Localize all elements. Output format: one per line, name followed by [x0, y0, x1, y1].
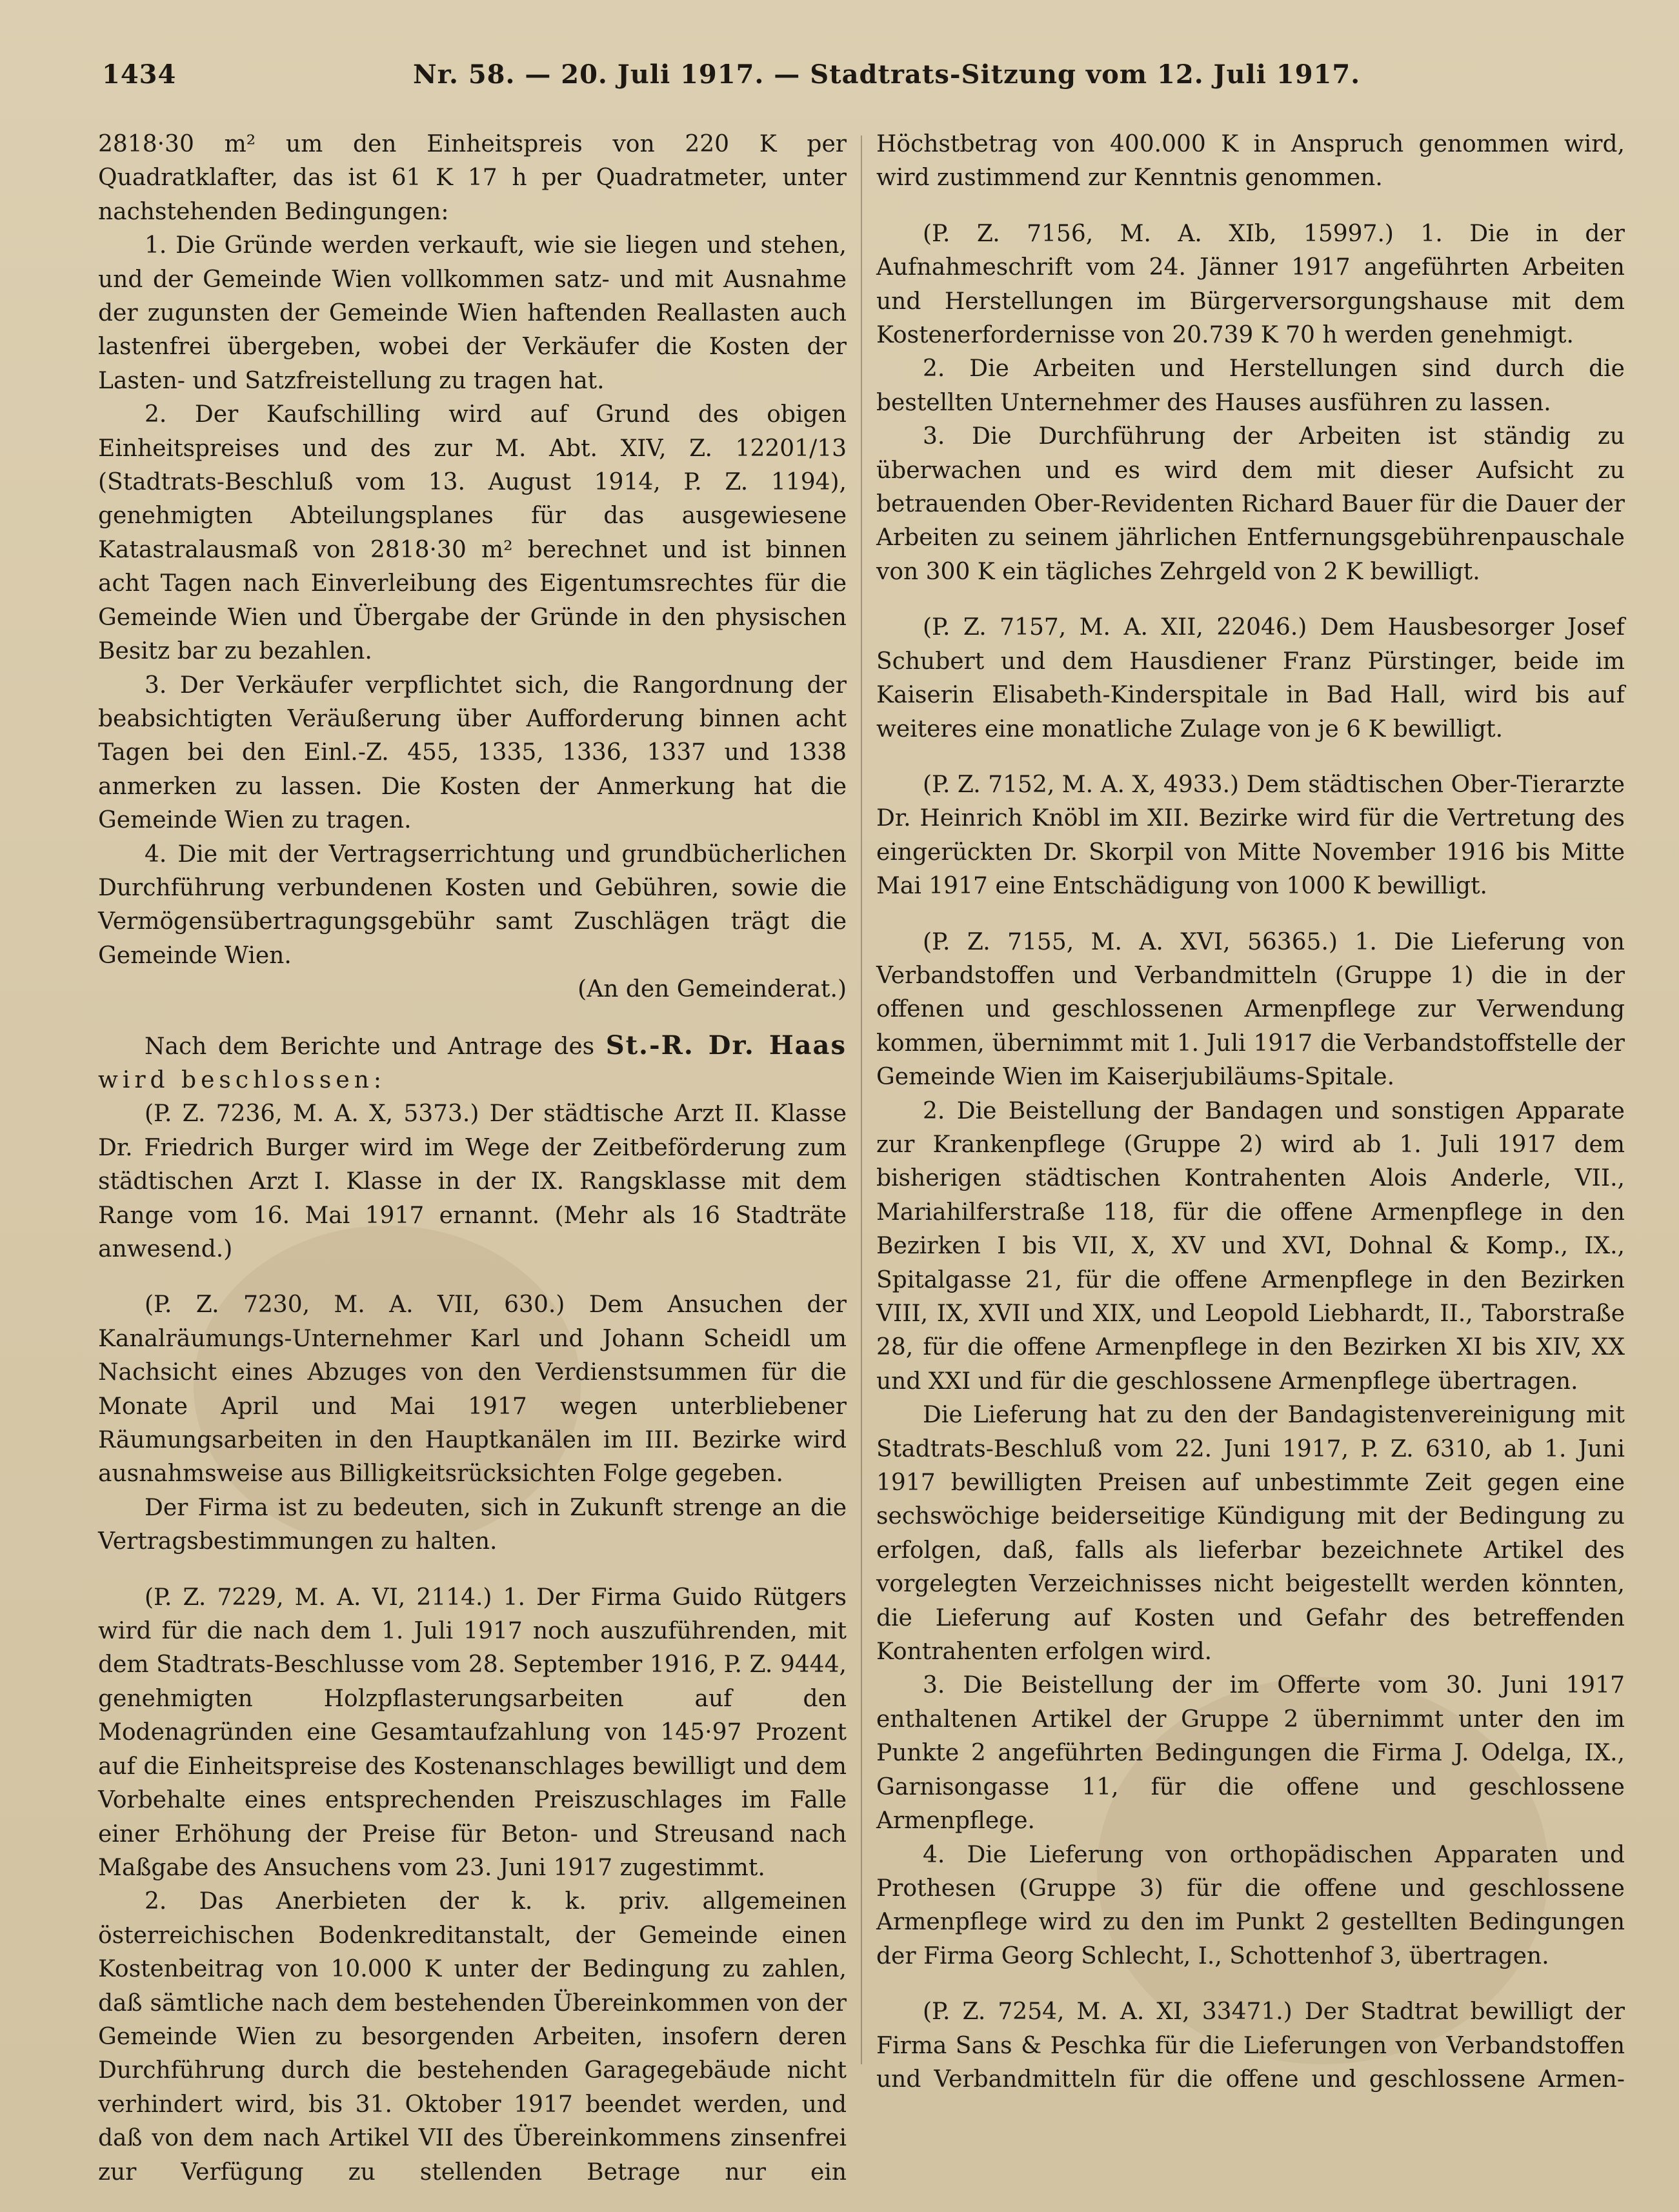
paragraph: (P. Z. 7230, M. A. VII, 630.) Dem Ansuchen der Kanalräumungs-Unternehmer Karl und Johann Scheidl um Nachsicht eines Abzuges von den Verdienstsummen für die Monate April und Mai 1917 wegen unterbliebener Räumungsarbeiten in den Hauptkanälen im III. Bezirke wird ausnahmsweise aus Billigkeitsrücksichten Folge gegeben. [98, 1291, 847, 1488]
paragraph: 2. Der Kaufschilling wird auf Grund des obigen Einheitspreises und des zur M. Abt. XIV, Z. 12201/13 (Stadtrats-Beschluß vom 13. August 1914, P. Z. 1194), genehmigten Abteilungsplanes für das ausgewiesene Katastralausmaß von 2818·30 m² berechnet und ist binnen acht Tagen nach Einverleibung des Eigentumsrechtes für die Gemeinde Wien und Übergabe der Gründe in den physischen Besitz bar zu bezahlen. [98, 401, 847, 665]
paragraph: (P. Z. 7156, M. A. XIb, 15997.) 1. Die in der Aufnahmeschrift vom 24. Jänner 1917 angeführten Arbeiten und Herstellungen im Bürgerversorgungshause mit dem Kostenerfordernisse von 20.739 K 70 h werden genehmigt. [876, 220, 1625, 349]
running-title: Nr. 58. — 20. Juli 1917. — Stadtrats-Sitzung vom 12. Juli 1917. [413, 59, 1361, 90]
left-column [98, 128, 847, 2189]
councillor-name: St.-R. Dr. Haas [605, 1030, 847, 1061]
paragraph: (P. Z. 7236, M. A. X, 5373.) Der städtische Arzt II. Klasse Dr. Friedrich Burger wird im Wege der Zeitbeförderung zum städtischen Arzt I. Klasse in der IX. Rangsklasse mit dem Range vom 16. Mai 1917 ernannt. (Mehr als 16 Stadträte anwesend.) [98, 1101, 847, 1262]
resolution-intro-text: Nach dem Berichte und Antrage des [145, 1033, 595, 1060]
column-divider [861, 135, 862, 2064]
paragraph: (P. Z. 7229, M. A. VI, 2114.) 1. Der Firma Guido Rütgers wird für die nach dem 1. Juli 1917 noch auszuführenden, mit dem Stadtrats-Beschlusse vom 28. September 1916, P. Z. 9444, genehmigten Holzpflasterungsarbeiten auf den Modenagründen eine Gesamtaufzahlung von 145·97 Prozent auf die Einheitspreise des Kostenanschlages bewilligt und dem Vorbehalte eines entsprechenden Preiszuschlages im Falle einer Erhöhung der Preise für Beton- und Streusand nach Maßgabe des Ansuchens vom 23. Juni 1917 zugestimmt. [98, 1584, 847, 1881]
paragraph: 3. Der Verkäufer verpflichtet sich, die Rangordnung der beabsichtigten Veräußerung über Aufforderung binnen acht Tagen bei den Einl.-Z. 455, 1335, 1336, 1337 und 1338 anmerken zu lassen. Die Kosten der Anmerkung hat die Gemeinde Wien zu tragen. [98, 672, 847, 834]
paragraph: Die Lieferung hat zu den der Bandagistenvereinigung mit Stadtrats-Beschluß vom 22. Juni 1917, P. Z. 6310, ab 1. Juni 1917 bewilligten Preisen auf unbestimmte Zeit gegen eine sechswöchige beiderseitige Kündigung mit der Bedingung zu erfolgen, daß, falls als lieferbar bezeichnete Artikel des vorgelegten Verzeichnisses nicht beigestellt werden könnten, die Lieferung auf Kosten und Gefahr des betreffenden Kontrahenten erfolgen wird. [876, 1402, 1625, 1666]
referral-note: (An den Gemeinderat.) [578, 976, 847, 1003]
paragraph: 2818·30 m² um den Einheitspreis von 220 K per Quadratklafter, das ist 61 K 17 h per Quadratmeter, unter nachstehenden Bedingungen: [98, 131, 847, 225]
paragraph: Der Firma ist zu bedeuten, sich in Zukunft strenge an die Vertragsbestimmungen zu halten. [98, 1494, 847, 1555]
paragraph: (P. Z. 7155, M. A. XVI, 56365.) 1. Die Lieferung von Verbandstoffen und Verbandmitteln (Gruppe 1) die in der offenen und geschlossenen Armenpflege zur Verwendung kommen, übernimmt mit 1. Juli 1917 die Verbandstoffstelle der Gemeinde Wien im Kaiserjubiläums-Spitale. [876, 928, 1625, 1091]
resolution-intro [98, 1029, 847, 1098]
paragraph: 4. Die mit der Vertragserrichtung und grundbücherlichen Durchführung verbundenen Kosten und Gebühren, sowie die Vermögensübertragungsgebühr samt Zuschlägen trägt die Gemeinde Wien. [98, 841, 847, 969]
paragraph: 4. Die Lieferung von orthopädischen Apparaten und Prothesen (Gruppe 3) für die offene und geschlossene Armenpflege wird zu den im Punkt 2 gestellten Bedingungen der Firma Georg Schlecht, I., Schottenhof 3, übertragen. [876, 1841, 1625, 1969]
paragraph: 2. Die Arbeiten und Herstellungen sind durch die bestellten Unternehmer des Hauses ausführen zu lassen. [876, 355, 1625, 416]
paragraph: 2. Die Beistellung der Bandagen und sonstigen Apparate zur Krankenpflege (Gruppe 2) wird ab 1. Juli 1917 dem bisherigen städtischen Kontrahenten Alois Anderle, VII., Mariahilferstraße 118, für die offene Armenpflege in den Bezirken I bis VII, X, XV und XVI, Dohnal & Komp., IX., Spitalgasse 21, für die offene Armenpflege in den Bezirken VIII, IX, XVII und XIX, und Leopold Liebhardt, II., Taborstraße 28, für die offene Armenpflege in den Bezirken XI bis XIV, XX und XXI und für die geschlossene Armenpflege übertragen. [876, 1097, 1625, 1395]
paragraph: 2. Das Anerbieten der k. k. priv. allgemeinen österreichischen Bodenkreditanstalt, der Gemeinde einen Kostenbeitrag von 10.000 K unter der Bedingung zu zahlen, daß sämtliche nach dem bestehenden Übereinkommen von der Gemeinde Wien zu besorgenden Arbeiten, insofern deren Durchführung durch die bestehenden Garagegebäude nicht verhindert wird, bis 31. Oktober 1917 beendet werden, und daß von dem nach Artikel VII des Übereinkommens zinsenfrei zur Verfügung zu stellenden Betrage nur ein [98, 1888, 847, 2186]
right-column [876, 128, 1625, 2097]
paragraph: (P. Z. 7152, M. A. X, 4933.) Dem städtischen Ober-Tierarzte Dr. Heinrich Knöbl im XII. Bezirke wird für die Vertretung des eingerückten Dr. Skorpil von Mitte November 1916 bis Mitte Mai 1917 eine Entschädigung von 1000 K bewilligt. [876, 771, 1625, 900]
paragraph: 3. Die Beistellung der im Offerte vom 30. Juni 1917 enthaltenen Artikel der Gruppe 2 übernimmt unter den im Punkte 2 angeführten Bedingungen die Firma J. Odelga, IX., Garnisongasse 11, für die offene und geschlossene Armenpflege. [876, 1672, 1625, 1835]
page-header [97, 53, 1620, 98]
paragraph: 3. Die Durchführung der Arbeiten ist ständig zu überwachen und es wird dem mit dieser Aufsicht zu betrauenden Ober-Revidenten Richard Bauer für die Dauer der Arbeiten zu seinem jährlichen Entfernungsgebührenpauschale von 300 K ein tägliches Zehrgeld von 2 K bewilligt. [876, 423, 1625, 585]
paragraph: 1. Die Gründe werden verkauft, wie sie liegen und stehen, und der Gemeinde Wien vollkommen satz- und mit Ausnahme der zugunsten der Gemeinde Wien haftenden Reallasten auch lastenfrei übergeben, wobei der Verkäufer die Kosten der Lasten- und Satzfreistellung zu tragen hat. [98, 232, 847, 394]
paragraph: (P. Z. 7157, M. A. XII, 22046.) Dem Hausbesorger Josef Schubert und dem Hausdiener Franz Pürstinger, beide im Kaiserin Elisabeth-Kinderspitale in Bad Hall, wird bis auf weiteres eine monatliche Zulage von je 6 K bewilligt. [876, 614, 1625, 742]
page-number: 1434 [102, 59, 177, 90]
paragraph: Höchstbetrag von 400.000 K in Anspruch genommen wird, wird zustimmend zur Kenntnis genommen. [876, 131, 1625, 192]
resolution-verb: wird beschlossen: [98, 1066, 386, 1093]
paragraph: (P. Z. 7254, M. A. XI, 33471.) Der Stadtrat bewilligt der Firma Sans & Peschka für die Lieferungen von Verbandstoffen und Verbandmitteln für die offene und geschlossene Armen- [876, 1998, 1625, 2093]
